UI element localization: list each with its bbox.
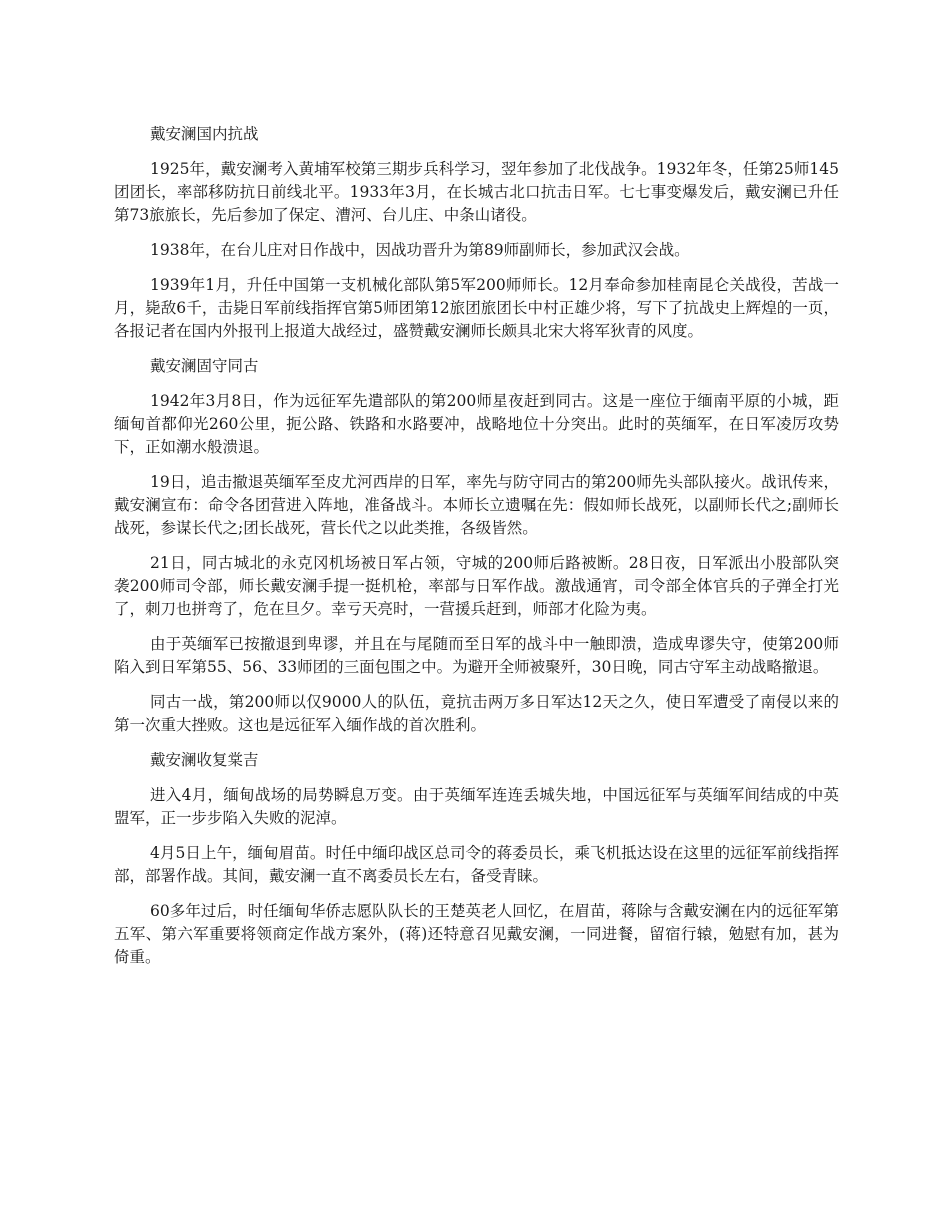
paragraph: 进入4月，缅甸战场的局势瞬息万变。由于英缅军连连丢城失地，中国远征军与英缅军间结成的中英盟军，正一步步陷入失败的泥淖。 [114,786,839,827]
paragraph: 同古一战，第200师以仅9000人的队伍，竟抗击两万多日军达12天之久，使日军遭受了南侵以来的第一次重大挫败。这也是远征军入缅作战的首次胜利。 [114,693,839,734]
paragraph: 4月5日上午，缅甸眉苗。时任中缅印战区总司令的蒋委员长，乘飞机抵达设在这里的远征军前线指挥部，部署作战。其间，戴安澜一直不离委员长左右，备受青睐。 [114,844,839,885]
document-body [114,123,839,981]
paragraph: 21日，同古城北的永克冈机场被日军占领，守城的200师后路被断。28日夜，日军派出小股部队突袭200师司令部，师长戴安澜手提一挺机枪，率部与日军作战。激战通宵，司令部全体官兵的子弹全打光了，刺刀也拼弯了，危在旦夕。幸亏天亮时，一营援兵赶到，师部才化险为夷。 [114,554,839,618]
section-heading-domestic-war: 戴安澜国内抗战 [150,125,259,143]
paragraph: 1939年1月，升任中国第一支机械化部队第5军200师师长。12月奉命参加桂南昆仑关战役，苦战一月，毙敌6千，击毙日军前线指挥官第5师团第12旅团旅团长中村正雄少将，写下了抗战史上辉煌的一页，各报记者在国内外报刊上报道大战经过，盛赞戴安澜师长颇具北宋大将军狄青的风度。 [114,276,839,340]
paragraph: 1938年，在台儿庄对日作战中，因战功晋升为第89师副师长，参加武汉会战。 [150,241,690,259]
paragraph: 60多年过后，时任缅甸华侨志愿队队长的王楚英老人回忆，在眉苗，蒋除与含戴安澜在内的远征军第五军、第六军重要将领商定作战方案外，(蒋)还特意召见戴安澜，一同进餐，留宿行辕，勉慰有加，甚为倚重。 [114,902,839,966]
section-heading-defend-tonggu: 戴安澜固守同古 [150,357,259,375]
paragraph: 1925年，戴安澜考入黄埔军校第三期步兵科学习，翌年参加了北伐战争。1932年冬，任第25师145团团长，率部移防抗日前线北平。1933年3月，在长城古北口抗击日军。七七事变爆发后，戴安澜已升任第73旅旅长，先后参加了保定、漕河、台儿庄、中条山诸役。 [114,160,839,224]
paragraph: 19日，追击撤退英缅军至皮尤河西岸的日军，率先与防守同古的第200师先头部队接火。战讯传来，戴安澜宣布：命令各团营进入阵地，准备战斗。本师长立遗嘱在先：假如师长战死，以副师长代之;副师长战死，参谋长代之;团长战死，营长代之以此类推，各级皆然。 [114,473,839,537]
section-heading-recapture-tangji: 戴安澜收复棠吉 [150,751,259,769]
paragraph: 由于英缅军已按撤退到卑谬，并且在与尾随而至日军的战斗中一触即溃，造成卑谬失守，使第200师陷入到日军第55、56、33师团的三面包围之中。为避开全师被聚歼，30日晚，同古守军主动战略撤退。 [114,635,839,676]
paragraph: 1942年3月8日，作为远征军先遣部队的第200师星夜赶到同古。这是一座位于缅南平原的小城，距缅甸首都仰光260公里，扼公路、铁路和水路要冲，战略地位十分突出。此时的英缅军，在日军凌厉攻势下，正如潮水般溃退。 [114,392,839,456]
